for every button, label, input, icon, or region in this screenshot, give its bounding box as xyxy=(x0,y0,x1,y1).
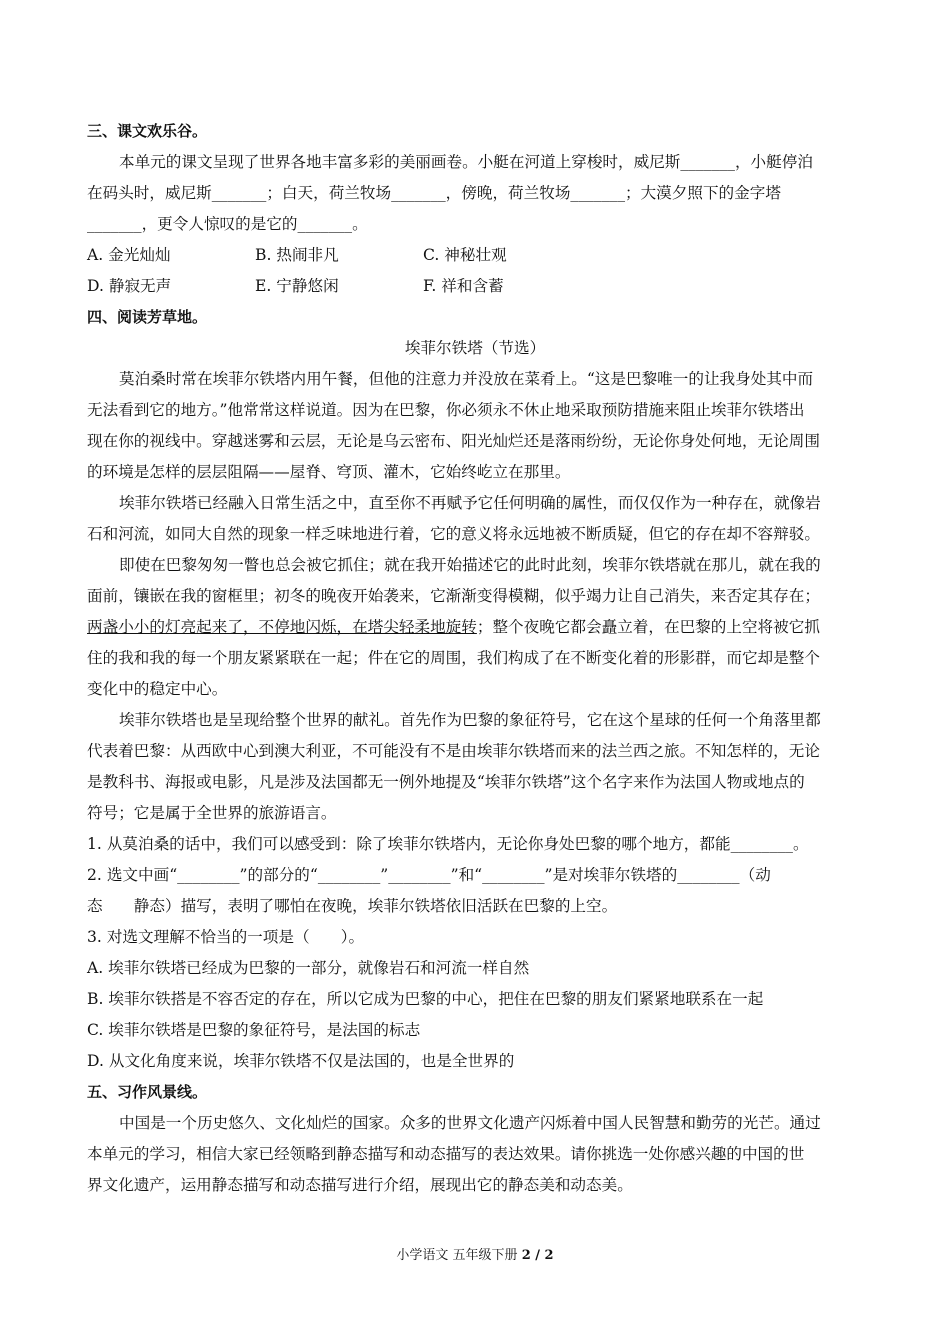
option-a: A. 金光灿灿 xyxy=(87,246,171,264)
choice-a: A. 埃菲尔铁塔已经成为巴黎的一部分，就像岩石和河流一样自然 xyxy=(87,959,530,977)
paragraph-line: 符号；它是属于全世界的旅游语言。 xyxy=(87,804,337,822)
question-2-cont: 态 静态）描写，表明了哪怕在夜晚，埃菲尔铁塔依旧活跃在巴黎的上空。 xyxy=(87,897,618,915)
paragraph-line: 本单元的学习，相信大家已经领略到静态描写和动态描写的表达效果。请你挑选一处你感兴趣的中国的世 xyxy=(87,1145,805,1163)
paragraph-line-underlined xyxy=(87,612,863,643)
option-c: C. 神秘壮观 xyxy=(423,246,507,264)
option-d: D. 静寂无声 xyxy=(87,277,172,295)
paragraph-line: 在码头时，威尼斯_______；白天，荷兰牧场_______，傍晚，荷兰牧场_______；大漠夕照下的金字塔 xyxy=(87,184,781,202)
paragraph-line: _______，更令人惊叹的是它的_______。 xyxy=(87,215,368,233)
paragraph-line: 的环境是怎样的层层阻隔——屋脊、穹顶、灌木，它始终屹立在那里。 xyxy=(87,463,571,481)
choice-b: B. 埃菲尔铁搭是不容否定的存在，所以它成为巴黎的中心，把住在巴黎的朋友们紧紧地联系在一起 xyxy=(87,990,764,1008)
paragraph-line: 本单元的课文呈现了世界各地丰富多彩的美丽画卷。小艇在河道上穿梭时，威尼斯_______，小艇停泊 xyxy=(119,153,813,171)
section-5-title: 五、习作风景线。 xyxy=(87,1083,208,1101)
option-f: F. 祥和含蓄 xyxy=(423,277,504,295)
paragraph-line: 无法看到它的地方。”他常常这样说道。因为在巴黎，你必须永不休止地采取预防措施来阻止埃菲尔铁塔出 xyxy=(87,401,805,419)
underlined-phrase: 两盏小小的灯亮起来了，不停地闪烁，在塔尖轻柔地旋转 xyxy=(87,618,477,636)
paragraph-line: 埃菲尔铁塔也是呈现给整个世界的献礼。首先作为巴黎的象征符号，它在这个星球的任何一个角落里都 xyxy=(119,711,821,729)
question-1: 1. 从莫泊桑的话中，我们可以感受到：除了埃菲尔铁塔内，无论你身处巴黎的哪个地方，都能________。 xyxy=(87,835,809,853)
document-page xyxy=(87,116,863,1201)
option-b: B. 热闹非凡 xyxy=(255,246,339,264)
options-row xyxy=(87,271,863,302)
paragraph-text: ；整个夜晚它都会矗立着，在巴黎的上空将被它抓 xyxy=(476,618,820,636)
paragraph-line: 莫泊桑时常在埃菲尔铁塔内用午餐，但他的注意力并没放在菜肴上。“这是巴黎唯一的让我身处其中而 xyxy=(119,370,814,388)
options-row xyxy=(87,240,863,271)
paragraph-line: 代表着巴黎：从西欧中心到澳大利亚，不可能没有不是由埃菲尔铁塔而来的法兰西之旅。不知怎样的，无论 xyxy=(87,742,820,760)
choice-d: D. 从文化角度来说，埃菲尔铁塔不仅是法国的，也是全世界的 xyxy=(87,1052,515,1070)
paragraph-line: 面前，镶嵌在我的窗框里；初冬的晚夜开始袭来，它渐渐变得模糊，似乎竭力让自己消失，来否定其存在； xyxy=(87,587,820,605)
option-e: E. 宁静悠闲 xyxy=(255,277,339,295)
paragraph-line: 石和河流，如同大自然的现象一样乏味地进行着，它的意义将永远地被不断质疑，但它的存在却不容辩驳。 xyxy=(87,525,820,543)
question-3: 3. 对选文理解不恰当的一项是（ ）。 xyxy=(87,928,365,946)
paragraph-line: 埃菲尔铁塔已经融入日常生活之中，直至你不再赋予它任何明确的属性，而仅仅作为一种存在，就像岩 xyxy=(119,494,821,512)
paragraph-line: 即使在巴黎匆匆一瞥也总会被它抓住；就在我开始描述它的此时此刻，埃菲尔铁塔就在那儿，就在我的 xyxy=(119,556,821,574)
section-3-title: 三、课文欢乐谷。 xyxy=(87,122,208,140)
question-2: 2. 选文中画“________”的部分的“________”________”和“________”是对埃菲尔铁塔的________（动 xyxy=(87,866,771,884)
choice-c: C. 埃菲尔铁塔是巴黎的象征符号，是法国的标志 xyxy=(87,1021,421,1039)
page-footer xyxy=(0,1244,950,1263)
paragraph-line: 现在你的视线中。穿越迷雾和云层，无论是乌云密布、阳光灿烂还是落雨纷纷，无论你身处何地，无论周围 xyxy=(87,432,820,450)
passage-title: 埃菲尔铁塔（节选） xyxy=(404,339,546,357)
footer-text: 小学语文 五年级下册 xyxy=(396,1248,522,1263)
section-4-title: 四、阅读芳草地。 xyxy=(87,308,208,326)
paragraph-line: 界文化遗产，运用静态描写和动态描写进行介绍，展现出它的静态美和动态美。 xyxy=(87,1176,633,1194)
page-number: 2 / 2 xyxy=(521,1248,554,1263)
paragraph-line: 变化中的稳定中心。 xyxy=(87,680,228,698)
paragraph-line: 是教科书、海报或电影，凡是涉及法国都无一例外地提及“埃菲尔铁塔”这个名字来作为法国人物或地点的 xyxy=(87,773,805,791)
paragraph-line: 住的我和我的每一个朋友紧紧联在一起；件在它的周围，我们构成了在不断变化着的形影群，而它却是整个 xyxy=(87,649,820,667)
paragraph-line: 中国是一个历史悠久、文化灿烂的国家。众多的世界文化遗产闪烁着中国人民智慧和勤劳的光芒。通过 xyxy=(119,1114,821,1132)
